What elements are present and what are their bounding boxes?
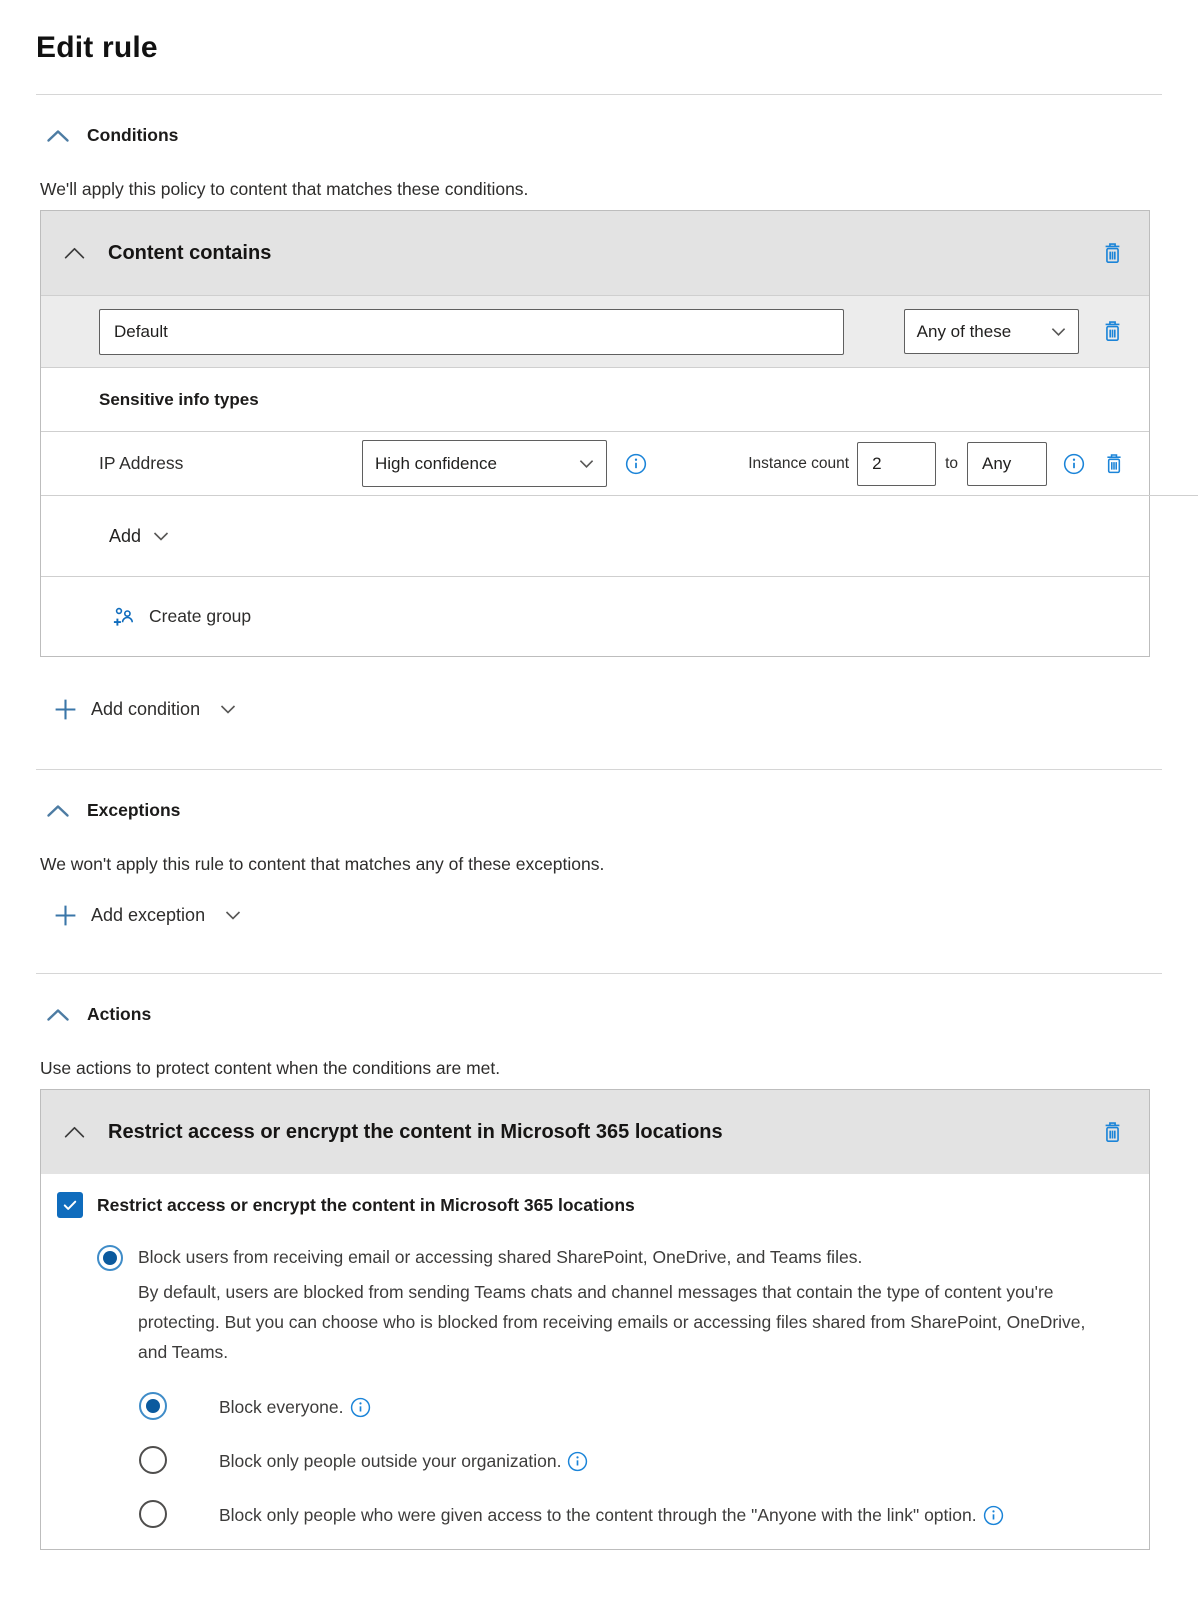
instance-count-label: Instance count [748, 454, 850, 472]
create-group-icon [111, 605, 135, 629]
info-icon[interactable] [350, 1397, 371, 1418]
restrict-access-checkbox-row [57, 1192, 1129, 1218]
actions-description: Use actions to protect content when the conditions are met. [40, 1058, 501, 1078]
instance-count-group [748, 442, 1149, 486]
actions-section-header[interactable] [46, 1004, 1198, 1025]
sensitive-info-types-heading: Sensitive info types [99, 389, 259, 409]
instance-info-button[interactable] [1059, 449, 1089, 479]
chevron-up-icon [63, 1125, 86, 1139]
to-label: to [945, 454, 958, 472]
instance-max-input[interactable] [967, 442, 1047, 486]
chevron-up-icon [63, 246, 86, 260]
delete-condition-button[interactable] [1095, 236, 1129, 270]
restrict-access-title: Restrict access or encrypt the content in Microsoft 365 locations [108, 1120, 723, 1143]
block-outside-org-radio[interactable] [139, 1446, 167, 1474]
confidence-info-button[interactable] [621, 449, 651, 479]
exceptions-description: We won't apply this rule to content that matches any of these exceptions. [40, 854, 605, 874]
chevron-down-icon [153, 531, 169, 542]
chevron-down-icon [225, 910, 241, 921]
divider [1149, 495, 1198, 496]
block-users-description: By default, users are blocked from sending Teams chats and channel messages that contain the type of content you're protecting. But you can choose who is blocked from receiving emails or accessing files shared from SharePoint, OneDrive, and Teams. [138, 1282, 1086, 1362]
confidence-value: High confidence [375, 453, 497, 473]
divider [36, 94, 1162, 95]
actions-heading: Actions [87, 1004, 152, 1024]
block-users-radio[interactable] [97, 1245, 123, 1271]
block-outside-org-option [139, 1446, 1129, 1475]
add-exception-button[interactable] [53, 903, 1198, 928]
block-users-radio-row [97, 1245, 1129, 1271]
exceptions-section-header[interactable] [46, 800, 1198, 821]
chevron-up-icon [46, 803, 70, 818]
block-users-radio-label: Block users from receiving email or accessing shared SharePoint, OneDrive, and Teams files. [138, 1247, 863, 1267]
content-contains-header[interactable] [41, 211, 1149, 295]
block-everyone-option [139, 1392, 1129, 1421]
block-anyone-link-option [139, 1500, 1129, 1529]
plus-icon [53, 697, 78, 722]
delete-info-type-button[interactable] [1097, 447, 1131, 481]
block-outside-org-label: Block only people outside your organization. [219, 1446, 588, 1475]
condition-name-input[interactable] [99, 309, 844, 355]
restrict-access-header[interactable] [41, 1090, 1149, 1174]
info-type-name: IP Address [99, 453, 184, 473]
block-everyone-radio[interactable] [139, 1392, 167, 1420]
chevron-down-icon [1051, 327, 1066, 337]
restrict-access-body [41, 1174, 1149, 1549]
delete-action-button[interactable] [1095, 1115, 1129, 1149]
info-icon[interactable] [983, 1505, 1004, 1526]
add-condition-button[interactable] [53, 697, 1198, 722]
info-icon [625, 453, 647, 475]
chevron-up-icon [46, 128, 70, 143]
confidence-dropdown[interactable] [362, 440, 607, 487]
add-info-type-row [41, 496, 1149, 576]
chevron-down-icon [220, 704, 236, 715]
sensitive-info-types-row [41, 367, 1149, 431]
block-anyone-link-radio[interactable] [139, 1500, 167, 1528]
trash-icon [1103, 452, 1125, 476]
conditions-description: We'll apply this policy to content that matches these conditions. [40, 179, 529, 199]
plus-icon [53, 903, 78, 928]
add-condition-label: Add condition [91, 699, 201, 719]
divider [36, 769, 1162, 770]
info-icon[interactable] [567, 1451, 588, 1472]
add-dropdown[interactable]: Add [109, 525, 142, 546]
checkmark-icon [61, 1196, 79, 1214]
divider [36, 973, 1162, 974]
content-contains-card [40, 210, 1150, 657]
trash-icon [1101, 241, 1124, 266]
content-contains-title: Content contains [108, 241, 272, 264]
block-everyone-label: Block everyone. [219, 1392, 371, 1421]
restrict-access-card [40, 1089, 1150, 1550]
conditions-section-header[interactable] [46, 125, 1198, 146]
conditions-heading: Conditions [87, 125, 179, 145]
exceptions-heading: Exceptions [87, 800, 181, 820]
restrict-access-checkbox[interactable] [57, 1192, 83, 1218]
restrict-access-checkbox-label: Restrict access or encrypt the content in Microsoft 365 locations [97, 1194, 635, 1215]
create-group-label: Create group [149, 606, 252, 626]
add-exception-label: Add exception [91, 905, 206, 925]
info-icon [1063, 453, 1085, 475]
instance-min-input[interactable] [857, 442, 936, 486]
trash-icon [1101, 319, 1124, 344]
chevron-down-icon [579, 459, 594, 469]
sensitive-info-type-item [41, 431, 1149, 496]
condition-name-row [41, 295, 1149, 367]
block-anyone-link-label: Block only people who were given access to the content through the "Anyone with the link" option. [219, 1500, 1004, 1529]
match-mode-dropdown[interactable] [904, 309, 1080, 354]
chevron-up-icon [46, 1007, 70, 1022]
page-title: Edit rule [36, 31, 158, 64]
trash-icon [1101, 1120, 1124, 1145]
create-group-row[interactable] [41, 576, 1149, 656]
delete-name-row-button[interactable] [1095, 315, 1129, 349]
match-mode-value: Any of these [916, 321, 1012, 341]
